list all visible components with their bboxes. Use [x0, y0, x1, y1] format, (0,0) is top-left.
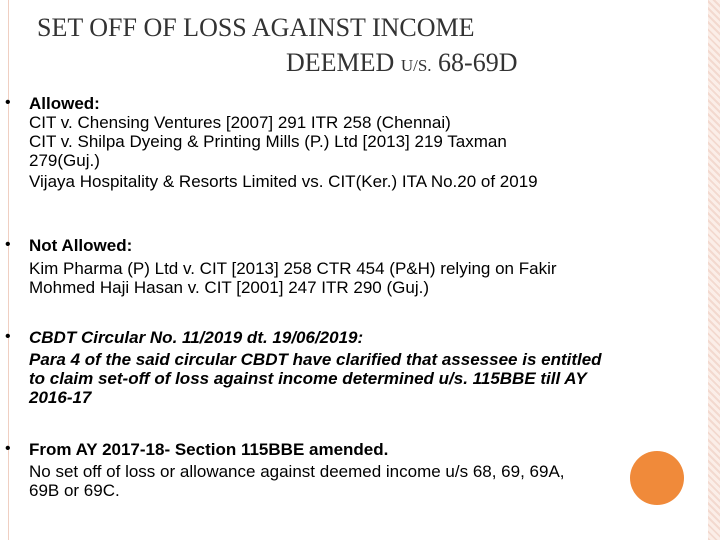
item-line: CIT v. Chensing Ventures [2007] 291 ITR 258 (Chennai)	[29, 113, 451, 132]
bullet-marker: •	[5, 328, 11, 345]
bullet-marker: •	[5, 94, 11, 111]
title-line-2: DEEMED U/S. 68-69D	[286, 48, 518, 77]
bullet-marker: •	[5, 440, 11, 457]
orange-circle-decoration	[630, 451, 684, 505]
item-line: 69B or 69C.	[29, 481, 120, 500]
right-decorative-border	[708, 0, 720, 540]
bullet-marker: •	[5, 236, 11, 253]
item-heading: Allowed:	[29, 94, 100, 113]
item-line: 2016-17	[29, 388, 92, 407]
item-line: No set off of loss or allowance against deemed income u/s 68, 69, 69A,	[29, 462, 565, 481]
left-border-line	[8, 0, 9, 540]
item-line: Mohmed Haji Hasan v. CIT [2001] 247 ITR 290 (Guj.)	[29, 278, 429, 297]
item-line: Vijaya Hospitality & Resorts Limited vs. CIT(Ker.) ITA No.20 of 2019	[29, 172, 538, 191]
item-heading: From AY 2017-18- Section 115BBE amended.	[29, 440, 389, 459]
item-line: to claim set-off of loss against income determined u/s. 115BBE till AY	[29, 369, 587, 388]
item-line: Kim Pharma (P) Ltd v. CIT [2013] 258 CTR 454 (P&H) relying on Fakir	[29, 259, 557, 278]
title-line-1: SET OFF OF LOSS AGAINST INCOME	[37, 13, 475, 42]
item-line: Para 4 of the said circular CBDT have clarified that assessee is entitled	[29, 350, 602, 369]
item-line: 279(Guj.)	[29, 151, 100, 170]
item-heading: Not Allowed:	[29, 236, 133, 255]
item-heading: CBDT Circular No. 11/2019 dt. 19/06/2019:	[29, 328, 364, 347]
item-line: CIT v. Shilpa Dyeing & Printing Mills (P.) Ltd [2013] 219 Taxman	[29, 132, 507, 151]
